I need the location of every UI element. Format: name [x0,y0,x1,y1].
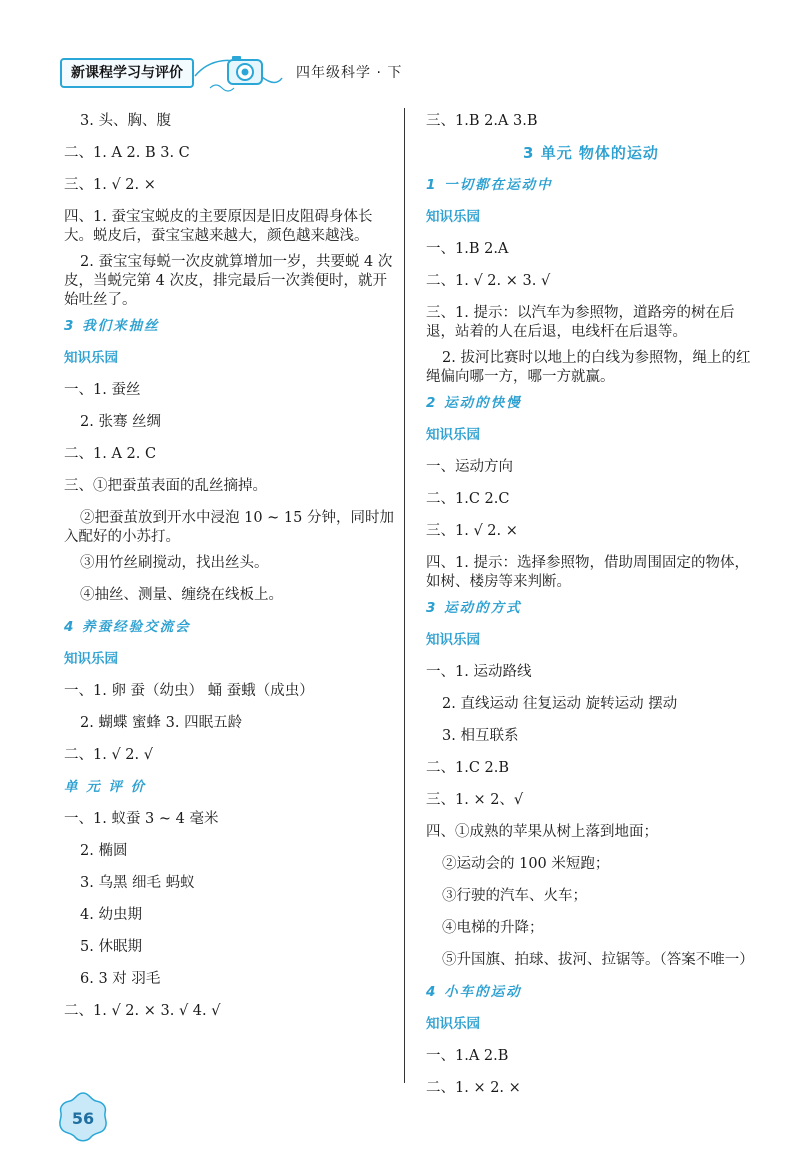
answer-line: ②运动会的 100 米短跑； [442,856,610,872]
answer-line: 2. 蚕宝宝每蜕一次皮就算增加一岁，共要蜕 4 次皮，当蜕完第 4 次皮，排完最后一次粪便时，就开始吐丝了。 [64,254,393,308]
answer-line: 二、1. √ 2. × 3. √ [426,273,551,289]
subsection-label: 知识乐园 [426,427,480,443]
answer-line: ④电梯的升降； [442,920,544,936]
answer-line: 一、1. 运动路线 [426,664,532,680]
series-title: 新课程学习与评价 [60,58,194,88]
answer-line: 2. 直线运动 往复运动 旋转运动 摆动 [442,696,678,712]
answer-line: 三、1. √ 2. × [64,177,156,193]
answer-line: 三、1. × 2、√ [426,792,524,808]
page-badge [56,1090,110,1144]
section-heading: 4 小车的运动 [426,984,522,1000]
answer-line: 5. 休眠期 [80,939,142,955]
left-column [64,112,394,1034]
answer-line: 四、①成熟的苹果从树上落到地面； [426,824,658,840]
answer-line: 2. 蝴蝶 蜜蜂 3. 四眠五龄 [80,715,243,731]
unit-heading: 3 单元 物体的运动 [523,144,659,162]
column-divider [404,108,405,1083]
section-heading: 4 养蚕经验交流会 [64,619,191,635]
answer-line: 2. 椭圆 [80,843,128,859]
subsection-label: 知识乐园 [426,209,480,225]
grade-subject: 四年级科学 · 下 [296,65,403,81]
answer-line: 一、1.B 2.A [426,241,509,257]
answer-line: 四、1. 提示：选择参照物，借助周围固定的物体，如树、楼房等来判断。 [426,555,749,590]
answer-line: 三、1.B 2.A 3.B [426,113,538,129]
answer-line: 三、1. √ 2. × [426,523,518,539]
camera-icon [190,48,285,98]
answer-line: 二、1. × 2. × [426,1080,521,1096]
answer-line: 一、1.A 2.B [426,1048,509,1064]
right-column [426,112,756,1111]
answer-line: 三、①把蚕茧表面的乱丝摘掉。 [64,478,267,494]
answer-line: 一、1. 蚁蚕 3 ~ 4 毫米 [64,811,219,827]
answer-line: 一、运动方向 [426,459,513,475]
answer-line: ③用竹丝刷搅动，找出丝头。 [80,555,269,571]
answer-line: ③行驶的汽车、火车； [442,888,587,904]
answer-line: 2. 拔河比赛时以地上的白线为参照物，绳上的红绳偏向哪一方，哪一方就赢。 [426,350,751,385]
answer-line: 二、1.C 2.B [426,760,510,776]
answer-line: 3. 乌黑 细毛 蚂蚁 [80,875,195,891]
answer-line: ④抽丝、测量、缠绕在线板上。 [80,587,283,603]
subsection-label: 知识乐园 [64,651,118,667]
answer-line: 4. 幼虫期 [80,907,142,923]
answer-line: 3. 相互联系 [442,728,519,744]
answer-line: 二、1. √ 2. × 3. √ 4. √ [64,1003,221,1019]
answer-line: ⑤升国旗、拍球、拔河、拉锯等。（答案不唯一） [442,952,754,968]
section-heading: 3 我们来抽丝 [64,318,160,334]
section-heading: 1 一切都在运动中 [426,177,553,193]
answer-line: ②把蚕茧放到开水中浸泡 10 ~ 15 分钟，同时加入配好的小苏打。 [64,510,394,545]
answer-line: 2. 张骞 丝绸 [80,414,162,430]
subsection-label: 知识乐园 [426,1016,480,1032]
answer-line: 二、1. A 2. B 3. C [64,145,190,161]
section-heading: 3 运动的方式 [426,600,522,616]
answer-line: 二、1. √ 2. √ [64,747,153,763]
answer-line: 二、1.C 2.C [426,491,510,507]
subsection-label: 知识乐园 [426,632,480,648]
answer-line: 一、1. 卵 蚕（幼虫） 蛹 蚕蛾（成虫） [64,683,314,699]
answer-line: 三、1. 提示：以汽车为参照物，道路旁的树在后退，站着的人在后退，电线杆在后退等。 [426,305,735,340]
page-number: 56 [71,1109,95,1128]
section-heading: 单 元 评 价 [64,779,147,795]
answer-line: 6. 3 对 羽毛 [80,971,161,987]
answer-line: 一、1. 蚕丝 [64,382,141,398]
subsection-label: 知识乐园 [64,350,118,366]
section-heading: 2 运动的快慢 [426,395,522,411]
answer-line: 四、1. 蚕宝宝蜕皮的主要原因是旧皮阻碍身体长大。蜕皮后，蚕宝宝越来越大，颜色越来越浅。 [64,209,373,244]
answer-line: 3. 头、胸、腹 [80,113,171,129]
page-header [60,48,420,98]
answer-line: 二、1. A 2. C [64,446,157,462]
